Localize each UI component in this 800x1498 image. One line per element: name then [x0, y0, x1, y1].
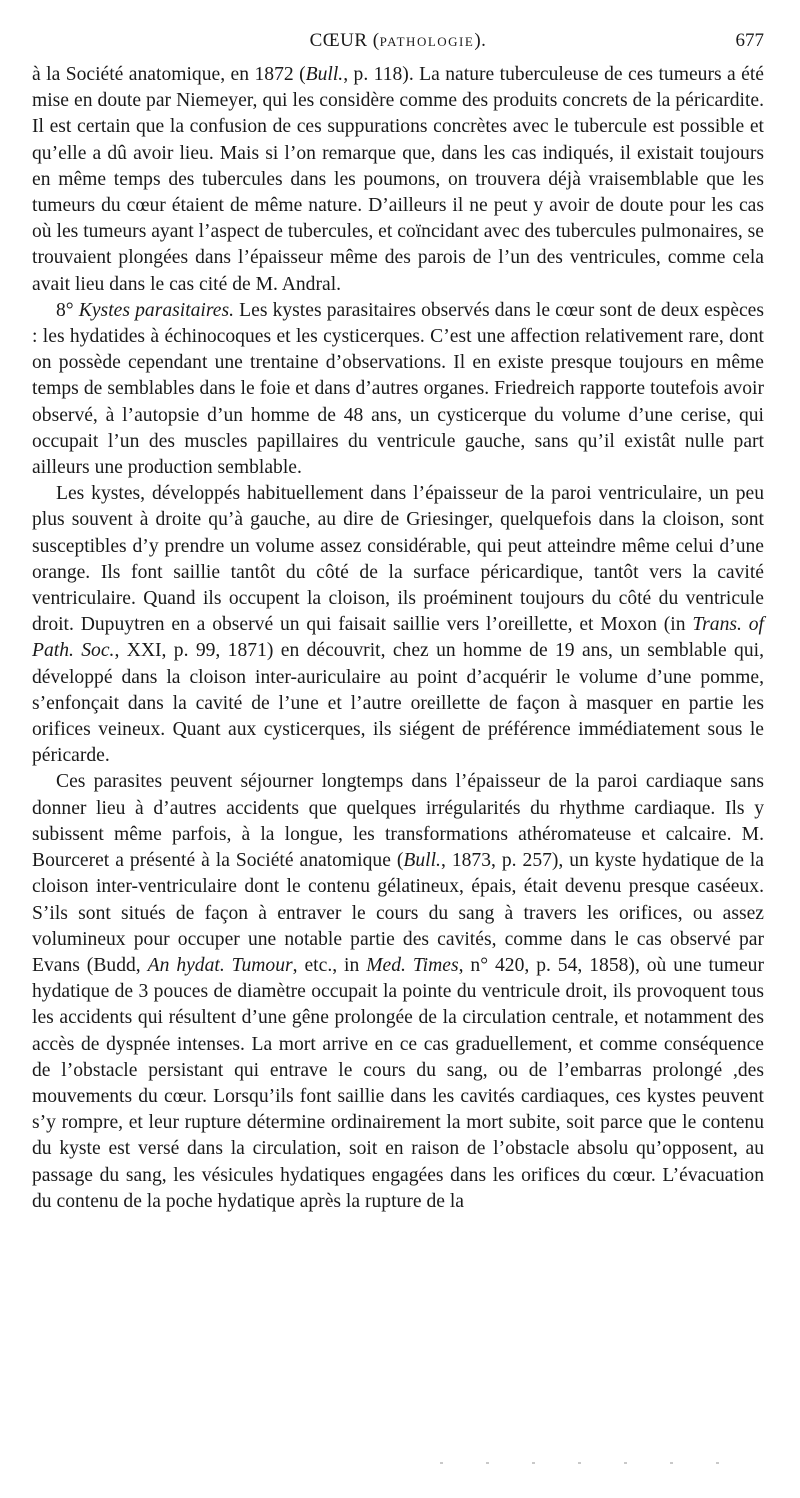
body-text: [32, 62, 764, 1215]
page-number: 677: [735, 30, 764, 51]
title-sub: PATHOLOGIE: [379, 34, 475, 49]
title-paren-close: ).: [474, 30, 487, 51]
text-run: 8°: [56, 299, 79, 321]
italic-text: Kystes parasitaires.: [78, 299, 234, 321]
title-paren-open: (: [372, 30, 380, 51]
italic-text: An hydat. Tumour: [147, 954, 293, 976]
italic-text: Bull.: [305, 64, 344, 85]
text-run: , etc., in: [292, 954, 367, 976]
text-run: Ces parasites peuvent séjourner longtemps dans l’épaisseur de la paroi cardiaque sans donner lieu à d’autres accidents que quelques irrégularités du rhythme cardiaque. Ils y subissent même parfois, à la longue, les transformations athéromateuse et calcaire. M. Bourceret a présenté à la Société anatomique (: [32, 771, 764, 872]
text-run: , 1873, p. 257), un kyste hydatique de la cloison inter-ventriculaire dont le contenu gélatineux, épais, était devenu presque caséeux. S’ils sont situés de façon à entraver le cours du sang à travers les orifices, ou assez volumineux pour occuper une notable partie des cavités, comme dans le cas observé par Evans (Budd,: [32, 850, 764, 976]
page-bottom-marks: [440, 1462, 760, 1464]
italic-text: Bull.: [403, 850, 441, 872]
text-run: à la Société anatomique, en 1872 (: [32, 64, 306, 85]
paragraph: [32, 769, 764, 1214]
paragraph: [32, 481, 764, 769]
text-run: , p. 118). La nature tuberculeuse de ces tumeurs a été mise en doute par Niemeyer, qui les considère comme des produits concrets de la péricardite. Il est certain que la confusion de ces suppurations concrètes avec le tubercule est possible et qu’elle a dû avoir lieu. Mais si l’on remarque que, dans les cas indiqués, il existait toujours en même temps des tubercules dans les poumons, on trouvera déjà vraisemblable que les tumeurs du cœur étaient de même nature. D’ailleurs il ne peut y avoir de doute pour les cas où les tumeurs ayant l’aspect de tubercules, et coïncidant avec des tubercules pulmonaires, se trouvaient plongées dans l’épaisseur même des parois de l’un des ventricules, comme cela avait lieu dans le cas cité de M. Andral.: [32, 64, 764, 295]
running-header: [32, 26, 764, 62]
page: [32, 26, 764, 1215]
paragraph: [32, 298, 764, 481]
title-main: CŒUR: [309, 30, 368, 51]
italic-text: Trans. of Path. Soc.: [32, 614, 764, 662]
paragraph: [32, 62, 764, 298]
italic-text: Med. Times: [366, 954, 459, 976]
text-run: , XXI, p. 99, 1871) en découvrit, chez un homme de 19 ans, un semblable qui, développé dans la cloison inter-auriculaire au point d’acquérir le volume d’une pomme, s’enfonçait dans la cavité de l’une et l’autre oreillette de façon à masquer en partie les orifices veineux. Quant aux cysticerques, ils siégent de préférence immédiatement sous le péricarde.: [32, 640, 764, 767]
running-title: [32, 30, 764, 52]
text-run: Les kystes parasitaires observés dans le cœur sont de deux espèces : les hydatides à échinocoques et les cysticerques. C’est une affection relativement rare, dont on possède cependant une trentaine d’observations. Il en existe presque toujours en même temps de semblables dans le foie et dans d’autres organes. Friedreich rapporte toutefois avoir observé, à l’autopsie d’un homme de 48 ans, un cysticerque du volume d’une cerise, qui occupait l’un des muscles papillaires du ventricule gauche, sans qu’il existât nulle part ailleurs une production semblable.: [32, 299, 765, 479]
text-run: Les kystes, développés habituellement dans l’épaisseur de la paroi ventriculaire, un peu plus souvent à droite qu’à gauche, au dire de Griesinger, quelquefois dans la cloison, sont susceptibles d’y prendre un volume assez considérable, qui peut atteindre même celui d’une orange. Ils font saillie tantôt du côté de la surface péricardique, tantôt vers la cavité ventriculaire. Quand ils occupent la cloison, ils proéminent toujours du côté du ventricule droit. Dupuytren en a observé un qui faisait saillie vers l’oreillette, et Moxon (in: [32, 483, 764, 636]
text-run: , n° 420, p. 54, 1858), où une tumeur hydatique de 3 pouces de diamètre occupait la pointe du ventricule droit, ils provoquent tous les accidents qui résultent d’une gêne prolongée de la circulation centrale, et notamment des accès de dyspnée intenses. La mort arrive en ce cas graduellement, et comme conséquence de l’obstacle persistant qui entrave le cours du sang, ou de l’embarras prolongé ,des mouvements du cœur. Lorsqu’ils font saillie dans les cavités cardiaques, ces kystes peuvent s’y rompre, et leur rupture détermine ordinairement la mort subite, soit parce que le contenu du kyste est versé dans la circulation, soit en raison de l’obstacle absolu qu’opposent, au passage du sang, les vésicules hydatiques engagées dans les orifices du cœur. L’évacuation du contenu de la poche hydatique après la rupture de la: [32, 954, 764, 1212]
